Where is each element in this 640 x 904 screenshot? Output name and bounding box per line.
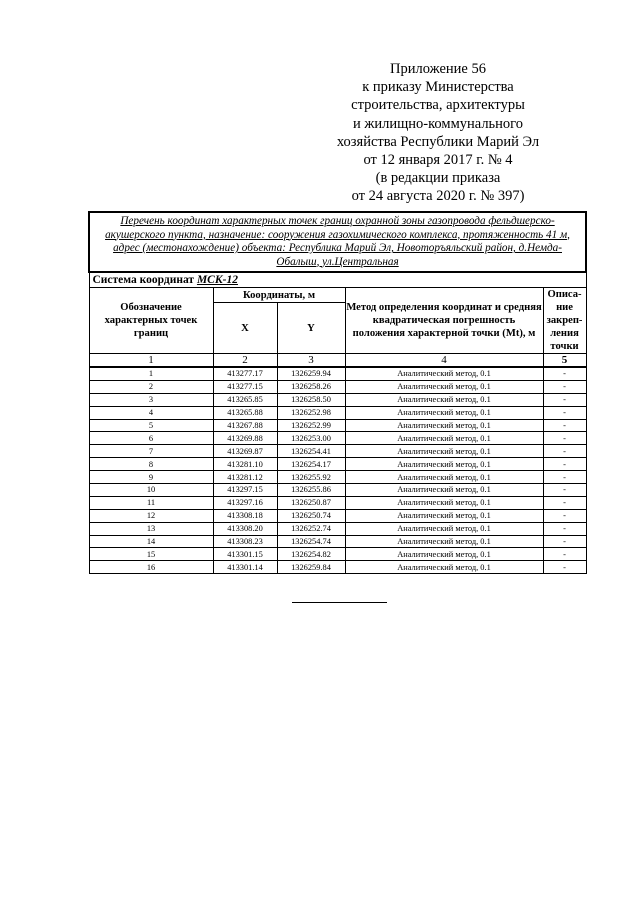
appendix-line: от 24 августа 2020 г. № 397) [351, 188, 525, 205]
fixing-description: - [543, 445, 586, 458]
point-number: 16 [89, 561, 213, 574]
appendix-line: строительства, архитектуры [351, 97, 525, 114]
header-x: X [213, 303, 277, 354]
coord-x: 413308.23 [213, 535, 277, 548]
fixing-description: - [543, 432, 586, 445]
table-row [89, 406, 586, 419]
coord-y: 1326255.86 [277, 484, 345, 497]
table-row [89, 522, 586, 535]
fixing-description: - [543, 484, 586, 497]
point-number: 8 [89, 458, 213, 471]
method: Аналитический метод, 0.1 [345, 496, 543, 509]
column-numbers-row [89, 354, 586, 368]
method: Аналитический метод, 0.1 [345, 471, 543, 484]
table-row [89, 561, 586, 574]
table-row [89, 535, 586, 548]
method: Аналитический метод, 0.1 [345, 484, 543, 497]
column-number: 4 [345, 354, 543, 368]
coord-x: 413297.15 [213, 484, 277, 497]
point-number: 1 [89, 367, 213, 380]
fixing-description: - [543, 522, 586, 535]
appendix-header [313, 60, 563, 206]
table-row [89, 393, 586, 406]
fixing-description: - [543, 367, 586, 380]
coord-y: 1326259.94 [277, 367, 345, 380]
method: Аналитический метод, 0.1 [345, 522, 543, 535]
point-number: 4 [89, 406, 213, 419]
coordinate-system [89, 272, 586, 288]
method: Аналитический метод, 0.1 [345, 380, 543, 393]
coord-x: 413265.85 [213, 393, 277, 406]
coordinate-system-label: Система координат [92, 274, 195, 286]
coord-x: 413269.87 [213, 445, 277, 458]
method: Аналитический метод, 0.1 [345, 535, 543, 548]
coord-y: 1326254.41 [277, 445, 345, 458]
point-number: 7 [89, 445, 213, 458]
coord-x: 413281.10 [213, 458, 277, 471]
method: Аналитический метод, 0.1 [345, 561, 543, 574]
coord-y: 1326254.74 [277, 535, 345, 548]
point-number: 12 [89, 509, 213, 522]
fixing-description: - [543, 380, 586, 393]
coordinates-table [88, 211, 587, 574]
appendix-line: (в редакции приказа [375, 170, 501, 187]
coord-x: 413301.14 [213, 561, 277, 574]
table-row [89, 496, 586, 509]
coordinate-system-row [89, 272, 586, 288]
coord-y: 1326258.50 [277, 393, 345, 406]
coord-x: 413297.16 [213, 496, 277, 509]
method: Аналитический метод, 0.1 [345, 406, 543, 419]
header-row [89, 288, 586, 303]
coord-y: 1326259.84 [277, 561, 345, 574]
table-row [89, 367, 586, 380]
fixing-description: - [543, 393, 586, 406]
table-row [89, 548, 586, 561]
header-designation: Обозначение характерных точек границ [89, 288, 213, 354]
appendix-line: к приказу Министерства [362, 79, 514, 96]
coord-y: 1326255.92 [277, 471, 345, 484]
coord-x: 413277.15 [213, 380, 277, 393]
appendix-line: хозяйства Республики Марий Эл [336, 133, 540, 150]
fixing-description: - [543, 535, 586, 548]
method: Аналитический метод, 0.1 [345, 548, 543, 561]
point-number: 5 [89, 419, 213, 432]
column-number: 2 [213, 354, 277, 368]
coord-x: 413269.88 [213, 432, 277, 445]
appendix-line: от 12 января 2017 г. № 4 [363, 152, 513, 169]
footer-divider [292, 602, 387, 603]
coord-y: 1326254.17 [277, 458, 345, 471]
table-row [89, 484, 586, 497]
table-row [89, 419, 586, 432]
fixing-description: - [543, 458, 586, 471]
fixing-description: - [543, 471, 586, 484]
table-row [89, 509, 586, 522]
column-number: 3 [277, 354, 345, 368]
point-number: 14 [89, 535, 213, 548]
coord-x: 413281.12 [213, 471, 277, 484]
header-coords: Координаты, м [213, 288, 345, 303]
coord-x: 413265.88 [213, 406, 277, 419]
coord-x: 413308.20 [213, 522, 277, 535]
coord-y: 1326258.26 [277, 380, 345, 393]
point-number: 11 [89, 496, 213, 509]
method: Аналитический метод, 0.1 [345, 419, 543, 432]
coord-x: 413301.15 [213, 548, 277, 561]
header-description: Описа-ние закреп-ления точки [543, 288, 586, 354]
column-number: 1 [89, 354, 213, 368]
fixing-description: - [543, 509, 586, 522]
appendix-line: Приложение 56 [390, 61, 486, 77]
coord-x: 413267.88 [213, 419, 277, 432]
column-number: 5 [543, 354, 586, 368]
point-number: 15 [89, 548, 213, 561]
fixing-description: - [543, 548, 586, 561]
coord-y: 1326254.82 [277, 548, 345, 561]
method: Аналитический метод, 0.1 [345, 509, 543, 522]
coord-x: 413308.18 [213, 509, 277, 522]
method: Аналитический метод, 0.1 [345, 432, 543, 445]
point-number: 3 [89, 393, 213, 406]
method: Аналитический метод, 0.1 [345, 458, 543, 471]
table-row [89, 445, 586, 458]
point-number: 10 [89, 484, 213, 497]
coord-y: 1326250.87 [277, 496, 345, 509]
point-number: 6 [89, 432, 213, 445]
table-title: Перечень координат характерных точек границ охранной зоны газопровода фельдшерско-акушерского пункта, назначение: сооружения газохимического комплекса, протяженность 41 м, адрес (местонахождение) объекта: Республика Марий Эл, Новоторъяльский район, д.Немда-Обалыш, ул.Центральная [89, 212, 586, 272]
coord-y: 1326250.74 [277, 509, 345, 522]
coord-y: 1326253.00 [277, 432, 345, 445]
header-y: Y [277, 303, 345, 354]
table-row [89, 380, 586, 393]
coord-y: 1326252.98 [277, 406, 345, 419]
point-number: 13 [89, 522, 213, 535]
coord-x: 413277.17 [213, 367, 277, 380]
method: Аналитический метод, 0.1 [345, 445, 543, 458]
point-number: 2 [89, 380, 213, 393]
appendix-line: и жилищно-коммунального [352, 115, 524, 132]
table-row [89, 458, 586, 471]
method: Аналитический метод, 0.1 [345, 367, 543, 380]
method: Аналитический метод, 0.1 [345, 393, 543, 406]
fixing-description: - [543, 419, 586, 432]
header-method: Метод определения координат и средняя квадратическая погрешность положения характерной точки (Mt), м [345, 288, 543, 354]
point-number: 9 [89, 471, 213, 484]
fixing-description: - [543, 496, 586, 509]
table-title-row [89, 212, 586, 272]
fixing-description: - [543, 406, 586, 419]
table-row [89, 471, 586, 484]
fixing-description: - [543, 561, 586, 574]
coord-y: 1326252.74 [277, 522, 345, 535]
table-row [89, 432, 586, 445]
coordinate-system-value: МСК-12 [196, 274, 238, 286]
coord-y: 1326252.99 [277, 419, 345, 432]
